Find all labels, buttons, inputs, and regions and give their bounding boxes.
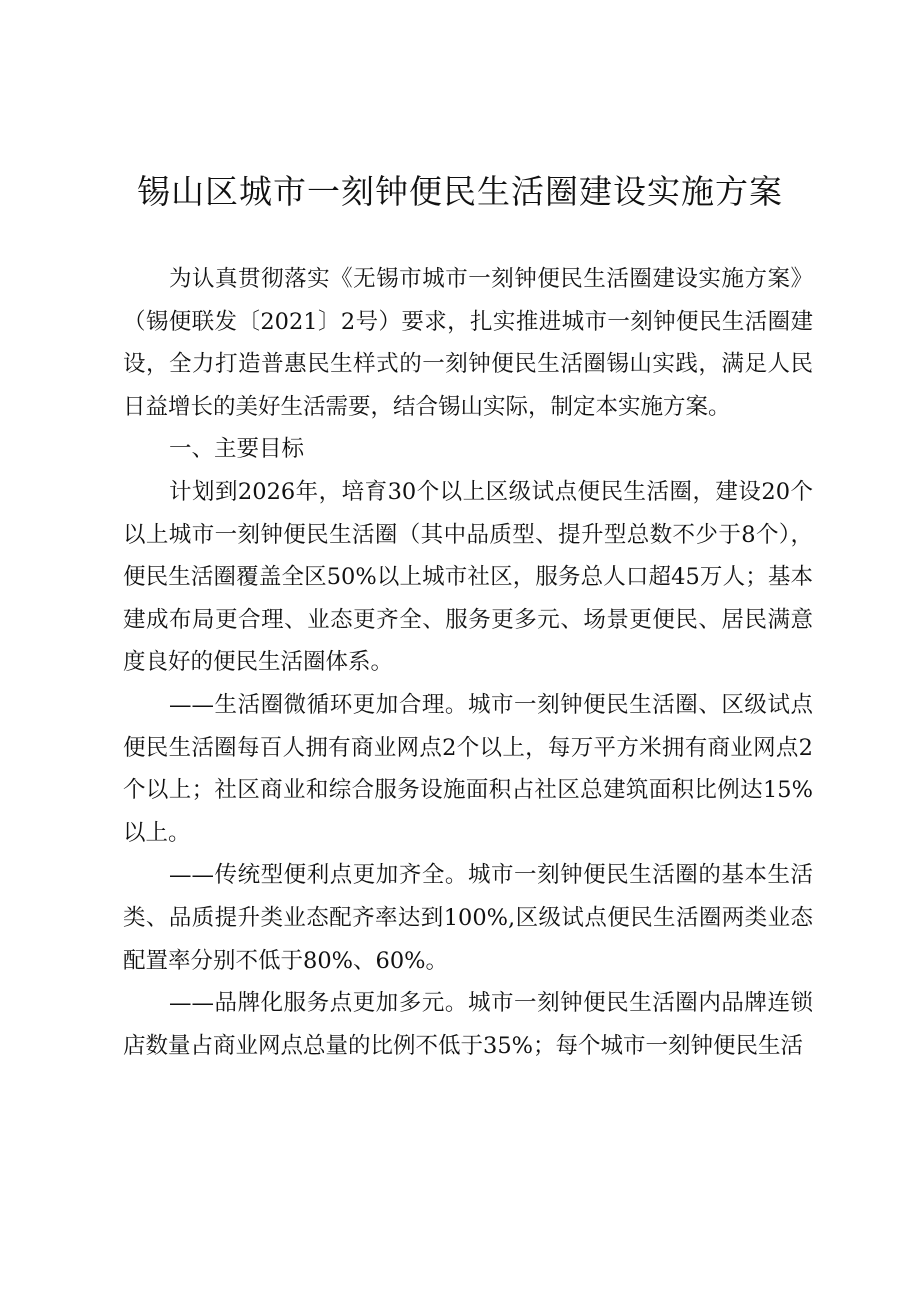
goal-item-brand-service: ——品牌化服务点更加多元。城市一刻钟便民生活圈内品牌连锁店数量占商业网点总量的比例不低于35%；每个城市一刻钟便民生活 — [123, 990, 813, 1059]
goals-paragraph: 计划到2026年，培育30个以上区级试点便民生活圈，建设20个以上城市一刻钟便民生活圈（其中品质型、提升型总数不少于8个），便民生活圈覆盖全区50%以上城市社区，服务总人口超45万人；基本建成布局更合理、业态更齐全、服务更多元、场景更便民、居民满意度良好的便民生活圈体系。 — [123, 478, 813, 676]
document-title: 锡山区城市一刻钟便民生活圈建设实施方案 — [137, 172, 783, 211]
goal-item-microcirculation: ——生活圈微循环更加合理。城市一刻钟便民生活圈、区级试点便民生活圈每百人拥有商业网点2个以上，每万平方米拥有商业网点2个以上；社区商业和综合服务设施面积占社区总建筑面积比例达15%以上。 — [123, 691, 813, 846]
section-heading-main-goals: 一、主要目标 — [169, 436, 305, 463]
goal-item-convenience-points: ——传统型便利点更加齐全。城市一刻钟便民生活圈的基本生活类、品质提升类业态配齐率达到100%,区级试点便民生活圈两类业态配置率分别不低于80%、60%。 — [123, 862, 813, 974]
document-body — [123, 258, 813, 1067]
intro-paragraph: 为认真贯彻落实《无锡市城市一刻钟便民生活圈建设实施方案》（锡便联发〔2021〕2号）要求，扎实推进城市一刻钟便民生活圈建设，全力打造普惠民生样式的一刻钟便民生活圈锡山实践，满足人民日益增长的美好生活需要，结合锡山实际，制定本实施方案。 — [123, 266, 813, 420]
